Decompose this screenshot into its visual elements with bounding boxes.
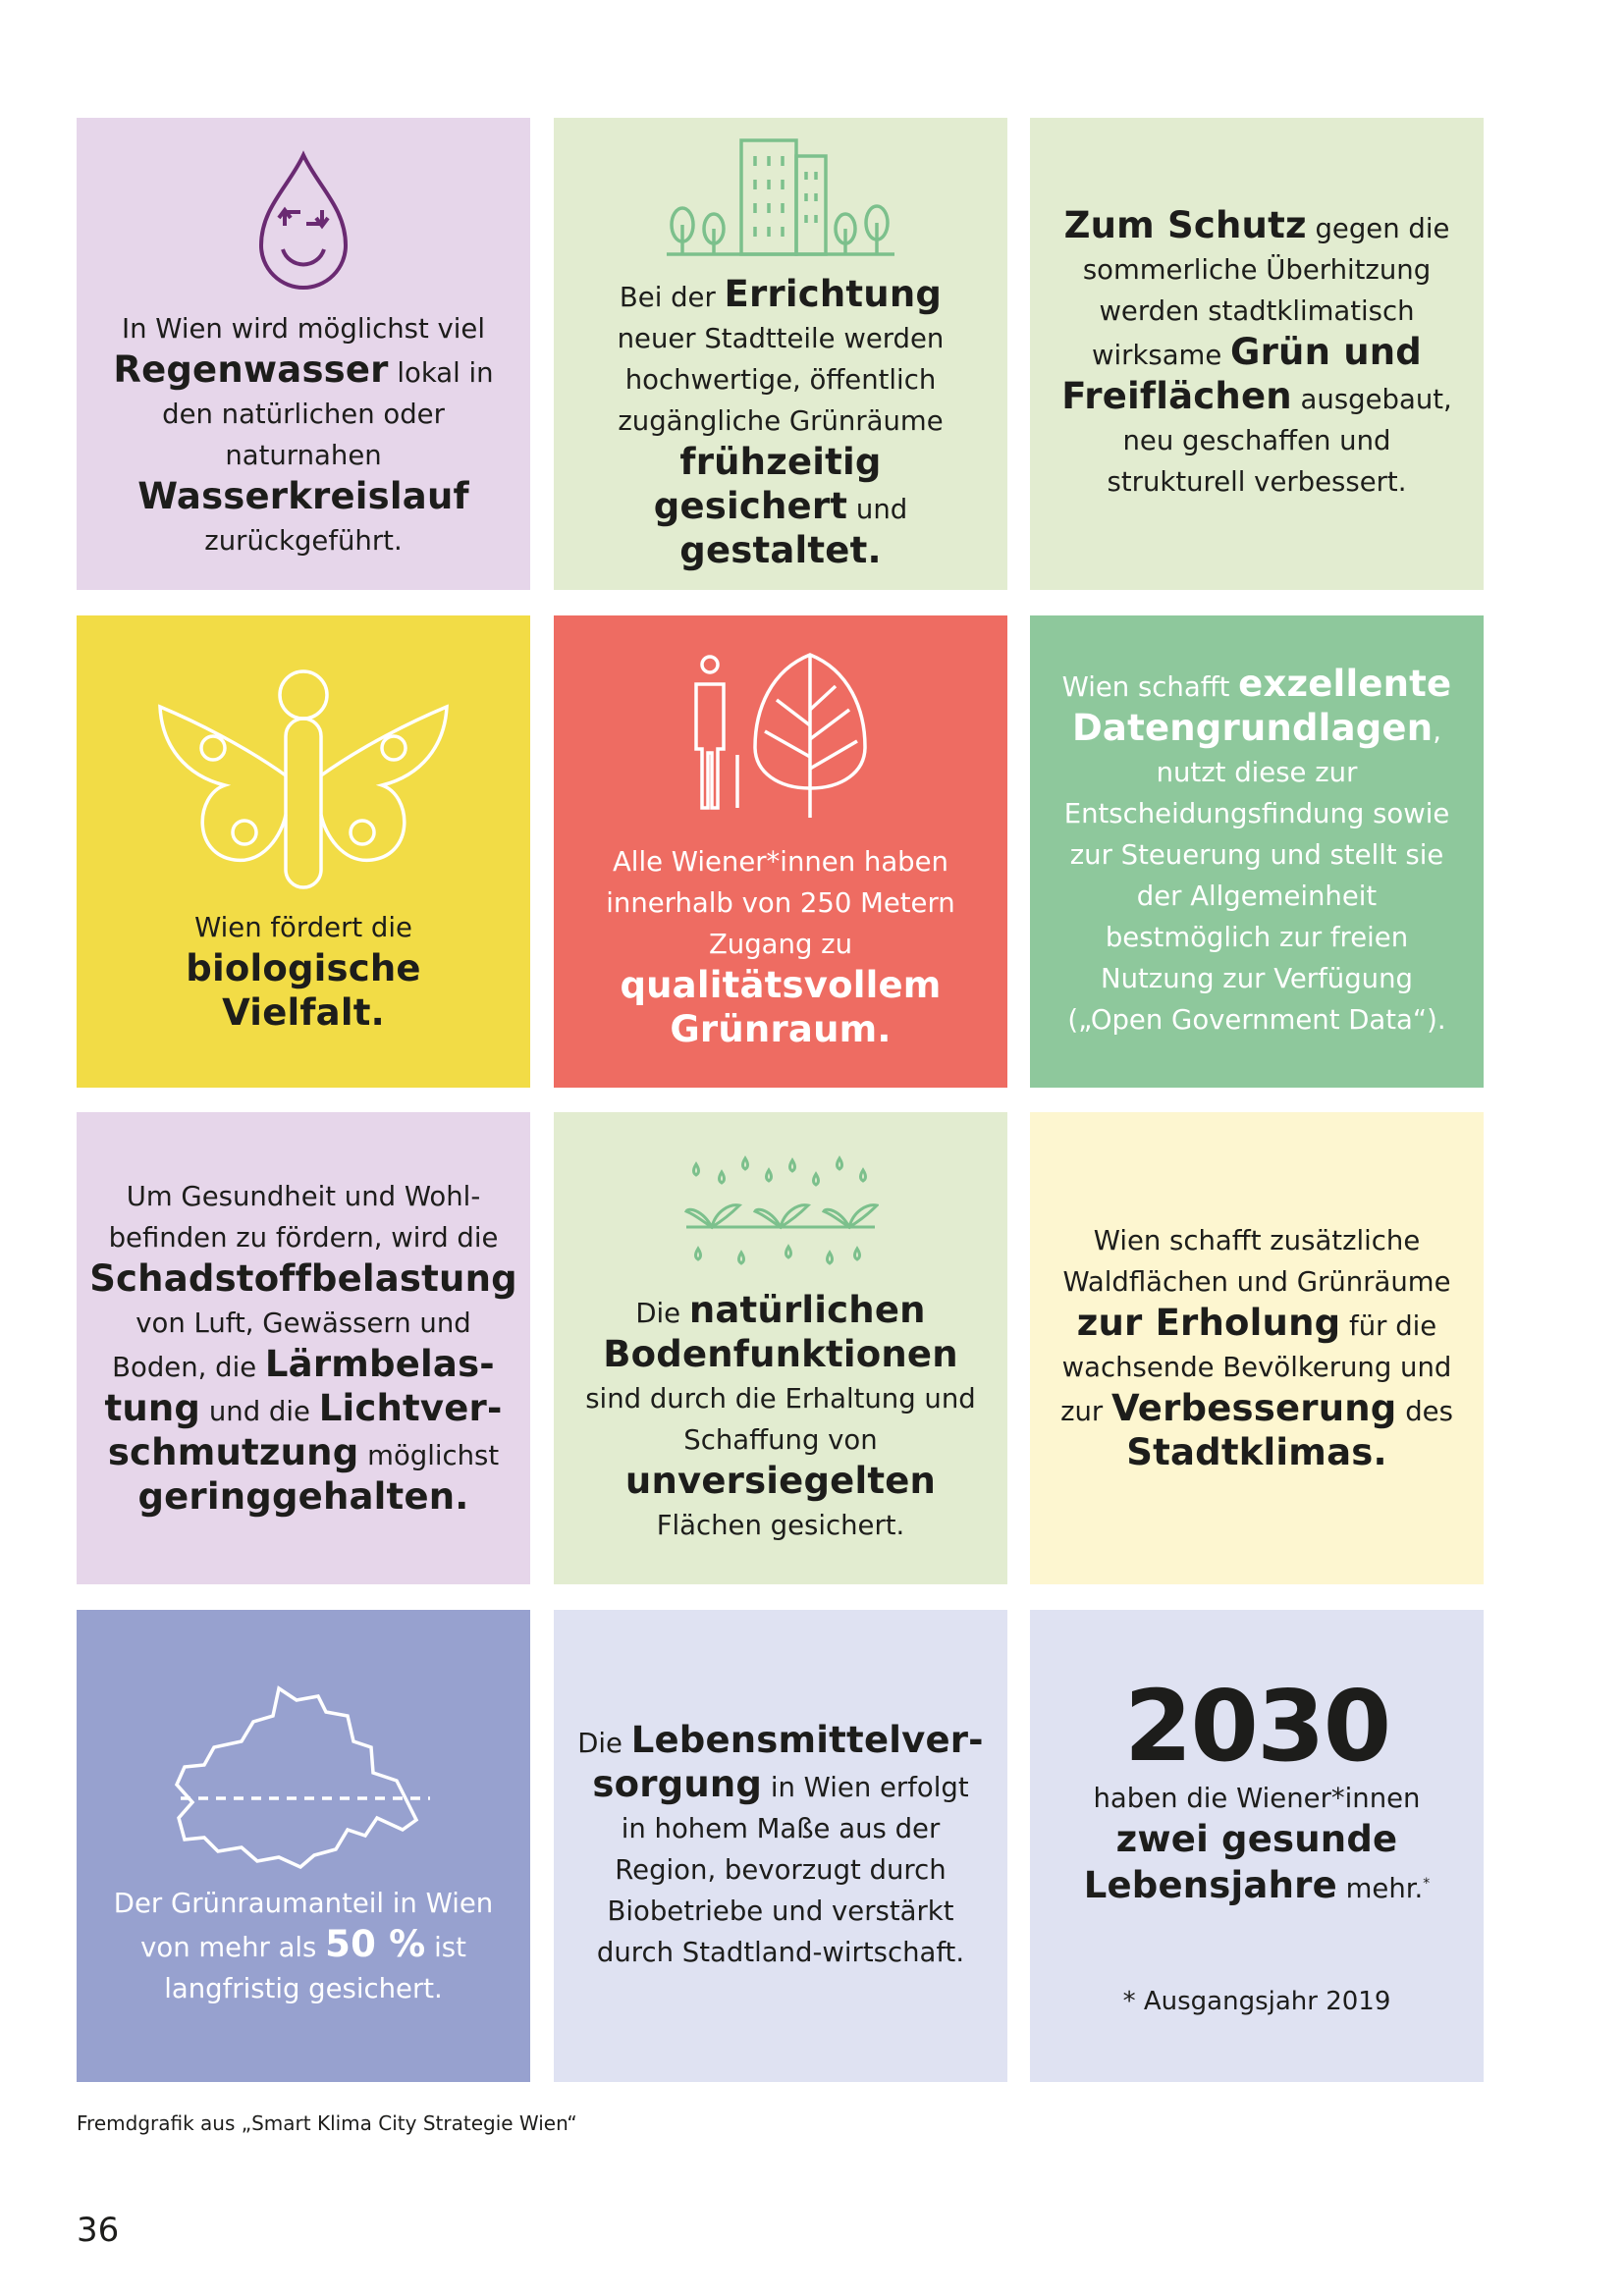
- tile-text: Zum Schutz gegen die sommerliche Überhitzung werden stadtklimatisch wirksame Grün und Freiflächen ausgebaut, neu geschaffen und strukturell verbessert.: [1061, 204, 1452, 498]
- tile-text: Die Lebensmittelver-sorgung in Wien erfolgt in hohem Maße aus der Region, bevorzugt durch Biobetriebe und verstärkt durch Stadtland-wirtschaft.: [577, 1718, 984, 1968]
- tile-text: Die natürlichen Bodenfunktionen sind durch die Erhaltung und Schaffung von unversiegelten Flächen gesichert.: [585, 1289, 976, 1541]
- tile-gruenraum: [554, 615, 1007, 1088]
- tile-bodenfunktionen: [554, 1112, 1007, 1584]
- tile-text: Wien schafft zusätzliche Waldflächen und Grünräume zur Erholung für die wachsende Bevölkerung und zur Verbesserung des Stadtklimas.: [1060, 1225, 1453, 1473]
- footnote-baseline: * Ausgangsjahr 2019: [1122, 1986, 1391, 2016]
- tile-text: In Wien wird möglichst viel Regenwasser lokal in den natürlichen oder naturnahen Wasserkreislauf zurückgeführt.: [113, 312, 494, 557]
- city-trees-icon: [663, 134, 898, 260]
- tile-text: Um Gesundheit und Wohl-befinden zu fördern, wird die Schadstoffbelastung von Luft, Gewässern und Boden, die Lärmbelas-tung und die Lichtver-schmutzung möglichst geringgehalten.: [89, 1181, 517, 1518]
- source-credit: Fremdgrafik aus „Smart Klima City Strategie Wien“: [77, 2111, 577, 2135]
- water-drop-icon: [249, 147, 357, 294]
- soil-sprouts-icon: [682, 1150, 879, 1276]
- vienna-map-icon: [171, 1682, 436, 1869]
- tile-text: Wien fördert die biologische Vielfalt.: [186, 911, 421, 1034]
- tile-text: Bei der Errichtung neuer Stadtteile werden hochwertige, öffentlich zugängliche Grünräume frühzeitig gesichert und gestaltet.: [617, 272, 945, 571]
- tile-schutz: [1030, 118, 1484, 590]
- person-tree-icon: [682, 651, 879, 828]
- tile-gruenraumanteil: [77, 1610, 530, 2082]
- tile-lebensmittel: [554, 1610, 1007, 2082]
- tile-text: Der Grünraumanteil in Wien von mehr als 50 % ist langfristig gesichert.: [113, 1888, 494, 2004]
- tile-schadstoff: [77, 1112, 530, 1584]
- tile-datengrundlagen: [1030, 615, 1484, 1088]
- tile-text: Alle Wiener*innen haben innerhalb von 250 Metern Zugang zu qualitätsvollem Grünraum.: [606, 845, 955, 1050]
- butterfly-icon: [156, 667, 451, 893]
- tile-errichtung: [554, 118, 1007, 590]
- page-number: 36: [77, 2211, 120, 2250]
- tile-erholung: [1030, 1112, 1484, 1584]
- year-number: 2030: [1123, 1669, 1390, 1785]
- tile-2030: [1030, 1610, 1484, 2082]
- tile-regenwasser: [77, 118, 530, 590]
- tile-text: haben die Wiener*innen zwei gesunde Lebensjahre mehr.*: [1083, 1783, 1431, 1907]
- tile-vielfalt: [77, 615, 530, 1088]
- tile-text: Wien schafft exzellente Datengrundlagen, nutzt diese zur Entscheidungsfindung sowie zur Steuerung und stellt sie der Allgemeinheit bestmöglich zur freien Nutzung zur Verfügung („Open Government Data“).: [1061, 662, 1452, 1036]
